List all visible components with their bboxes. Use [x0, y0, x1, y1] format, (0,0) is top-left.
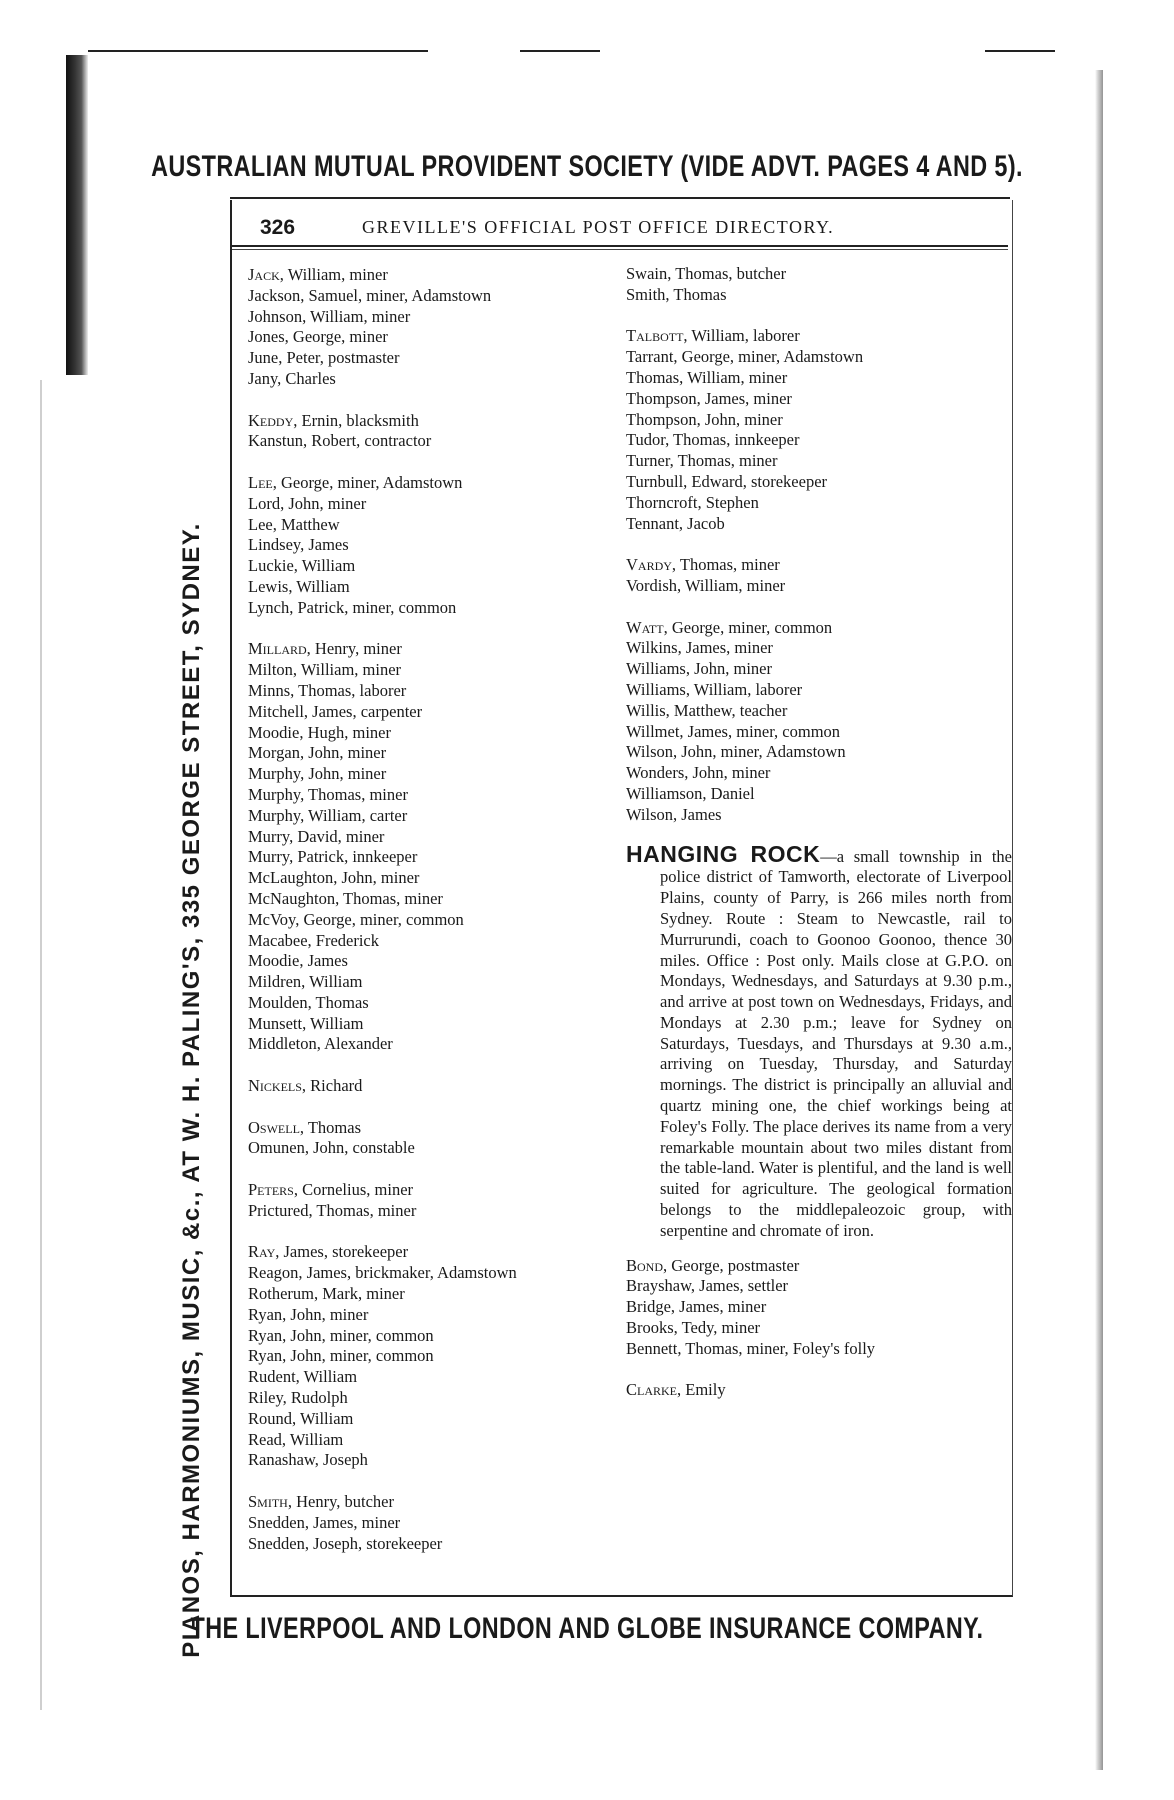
running-head [232, 210, 1008, 244]
directory-entry: Millard, Henry, miner [248, 639, 402, 659]
directory-entry: Mildren, William [248, 972, 363, 992]
directory-entry: Wilson, John, miner, Adamstown [626, 742, 846, 762]
directory-entry: June, Peter, postmaster [248, 348, 400, 368]
directory-entry: Ray, James, storekeeper [248, 1242, 409, 1262]
directory-entry: Milton, William, miner [248, 660, 402, 680]
directory-entry: Rotherum, Mark, miner [248, 1284, 405, 1304]
directory-entry: Nickels, Richard [248, 1076, 363, 1096]
directory-entry: Murphy, William, carter [248, 805, 408, 825]
directory-entry: Peters, Cornelius, miner [248, 1180, 414, 1200]
directory-entry: Minns, Thomas, laborer [248, 680, 407, 700]
directory-entry: Murry, David, miner [248, 826, 385, 846]
directory-entry: Kanstun, Robert, contractor [248, 431, 432, 451]
directory-entry: Moodie, James [248, 951, 348, 971]
spacer [626, 1242, 1006, 1256]
directory-entry: Mitchell, James, carpenter [248, 701, 423, 721]
directory-entry: Lee, George, miner, Adamstown [248, 472, 463, 492]
right-column [626, 264, 1012, 1401]
hanging-rock-entry [626, 840, 1012, 1242]
head-rule-thin [232, 249, 1008, 250]
directory-entry: Keddy, Ernin, blacksmith [248, 410, 419, 430]
directory-entry: Murry, Patrick, innkeeper [248, 847, 418, 867]
directory-entry: Moulden, Thomas [248, 992, 369, 1012]
hanging-rock-title: HANGING ROCK [626, 840, 821, 867]
directory-entry: Jackson, Samuel, miner, Adamstown [248, 285, 492, 305]
list-gap [248, 619, 618, 640]
directory-entry: Swain, Thomas, butcher [626, 264, 787, 283]
directory-entry: Ryan, John, miner, common [248, 1325, 434, 1345]
directory-entry: Read, William [248, 1429, 344, 1449]
directory-entry: Thorncroft, Stephen [626, 492, 759, 512]
list-gap [248, 452, 618, 473]
directory-entry: Watt, George, miner, common [626, 617, 833, 637]
directory-entry: Lee, Matthew [248, 514, 340, 534]
directory-entry: Jack, William, miner [248, 265, 388, 284]
directory-entry: Willmet, James, miner, common [626, 721, 841, 741]
directory-entry: McNaughton, Thomas, miner [248, 888, 443, 908]
head-rule [232, 245, 1008, 247]
directory-entry: Thomas, William, miner [626, 367, 788, 387]
directory-entry: Morgan, John, miner [248, 743, 387, 763]
directory-entry: Talbott, William, laborer [626, 326, 800, 346]
list-gap [626, 306, 1006, 327]
directory-entry: Clarke, Emily [626, 1380, 726, 1400]
right-column-top-list [626, 264, 1006, 826]
directory-entry: Vardy, Thomas, miner [626, 555, 780, 575]
binding-shadow [66, 55, 88, 375]
directory-entry: Smith, Thomas [626, 284, 727, 304]
directory-entry: Snedden, Joseph, storekeeper [248, 1533, 443, 1553]
left-column [248, 265, 618, 1554]
page-number: 326 [260, 216, 296, 239]
directory-entry: McLaughton, John, miner [248, 868, 420, 888]
directory-entry: Murphy, John, miner [248, 764, 387, 784]
directory-entry: Reagon, James, brickmaker, Adamstown [248, 1263, 517, 1283]
directory-entry: Ryan, John, miner [248, 1304, 369, 1324]
directory-entry: Lynch, Patrick, miner, common [248, 597, 457, 617]
directory-entry: Tarrant, George, miner, Adamstown [626, 347, 864, 367]
directory-entry: Munsett, William [248, 1013, 364, 1033]
directory-entry: Wilson, James [626, 804, 722, 824]
list-gap [248, 1222, 618, 1243]
list-gap [248, 390, 618, 411]
directory-entry: Williams, John, miner [626, 659, 772, 679]
page-edge-shadow [1095, 70, 1103, 1770]
scan-edge-line [88, 50, 428, 52]
list-gap [248, 1159, 618, 1180]
directory-entry: Lindsey, James [248, 535, 349, 555]
directory-entry: Willis, Matthew, teacher [626, 700, 788, 720]
directory-entry: Thompson, James, miner [626, 388, 792, 408]
directory-entry: Wilkins, James, miner [626, 638, 773, 658]
list-gap [248, 1097, 618, 1118]
directory-entry: Prictured, Thomas, miner [248, 1200, 417, 1220]
directory-entry: Turner, Thomas, miner [626, 451, 778, 471]
directory-entry: Jany, Charles [248, 368, 336, 388]
directory-entry: Bennett, Thomas, miner, Foley's folly [626, 1338, 876, 1358]
directory-entry: Macabee, Frederick [248, 930, 380, 950]
directory-entry: Tudor, Thomas, innkeeper [626, 430, 800, 450]
directory-entry: Bridge, James, miner [626, 1297, 767, 1317]
directory-entry: Lewis, William [248, 576, 350, 596]
frame-top-rule [230, 197, 1010, 199]
directory-entry: Bond, George, postmaster [626, 1255, 800, 1275]
directory-entry: Jones, George, miner [248, 327, 388, 347]
directory-entry: Oswell, Thomas [248, 1117, 362, 1137]
directory-entry: Tennant, Jacob [626, 513, 725, 533]
directory-entry: Murphy, Thomas, miner [248, 784, 408, 804]
directory-entry: Turnbull, Edward, storekeeper [626, 471, 828, 491]
hanging-rock-text: —a small township in the police district of Tamworth, electorate of Liverpool Plains, county of Parry, is 266 miles north from Sydney. Route : Steam to Newcastle, rail to Murrurundi, coach to Goonoo Goonoo, thence 30 miles. Office : Post only. Mails close at G.P.O. on Mondays, Wednesdays, and Saturdays at 9.30 p.m., and arrive at post town on Wednesdays, Fridays, and Mondays at 2.30 p.m.; leave for Sydney on Saturdays, Tuesdays, and Thursdays at 9.30 a.m., arriving on Tuesday, Thursday, and Saturday mornings. The district is principally an alluvial and quartz mining one, the chief workings being at Foley's Folly. The place derives its name from a very remarkable mountain about two miles distant from the table-land. Water is plentiful, and the land is well suited for agriculture. The geological formation belongs to the middlepaleozoic group, with serpentine and chromate of iron. [660, 846, 1012, 1240]
directory-entry: Smith, Henry, butcher [248, 1492, 394, 1512]
directory-entry: Wonders, John, miner [626, 763, 771, 783]
list-gap [248, 1055, 618, 1076]
directory-entry: Johnson, William, miner [248, 306, 411, 326]
footer-advert: THE LIVERPOOL AND LONDON AND GLOBE INSURANCE COMPANY. [190, 1612, 984, 1645]
directory-entry: Omunen, John, constable [248, 1138, 415, 1158]
directory-entry: Williamson, Daniel [626, 783, 755, 803]
directory-entry: Rudent, William [248, 1367, 358, 1387]
side-advert: PIANOS, HARMONIUMS, MUSIC, &c., AT W. H. PALING'S, 335 GEORGE STREET, SYDNEY. [178, 522, 205, 1658]
list-gap [626, 597, 1006, 618]
directory-entry: Lord, John, miner [248, 493, 367, 513]
scan-edge-line [985, 50, 1055, 52]
directory-entry: Thompson, John, miner [626, 409, 783, 429]
directory-entry: Moodie, Hugh, miner [248, 722, 391, 742]
directory-title: GREVILLE'S OFFICIAL POST OFFICE DIRECTORY. [362, 217, 835, 237]
directory-entry: Round, William [248, 1408, 354, 1428]
directory-entry: Snedden, James, miner [248, 1512, 401, 1532]
list-gap [626, 1360, 1006, 1381]
directory-entry: Riley, Rudolph [248, 1388, 348, 1408]
directory-entry: Luckie, William [248, 556, 356, 576]
list-gap [248, 1471, 618, 1492]
right-column-bottom-list [626, 1256, 1006, 1402]
directory-entry: Vordish, William, miner [626, 575, 786, 595]
header-advert: AUSTRALIAN MUTUAL PROVIDENT SOCIETY (VIDE ADVT. PAGES 4 AND 5). [151, 150, 1023, 183]
binding-edge [40, 380, 42, 1710]
directory-entry: Ranashaw, Joseph [248, 1450, 368, 1470]
list-gap [626, 534, 1006, 555]
directory-entry: Brayshaw, James, settler [626, 1276, 789, 1296]
directory-entry: Middleton, Alexander [248, 1034, 393, 1054]
directory-entry: Brooks, Tedy, miner [626, 1318, 761, 1338]
directory-entry: Ryan, John, miner, common [248, 1346, 434, 1366]
directory-entry: Williams, William, laborer [626, 679, 803, 699]
scan-edge-line [520, 50, 600, 52]
directory-entry: McVoy, George, miner, common [248, 909, 464, 929]
